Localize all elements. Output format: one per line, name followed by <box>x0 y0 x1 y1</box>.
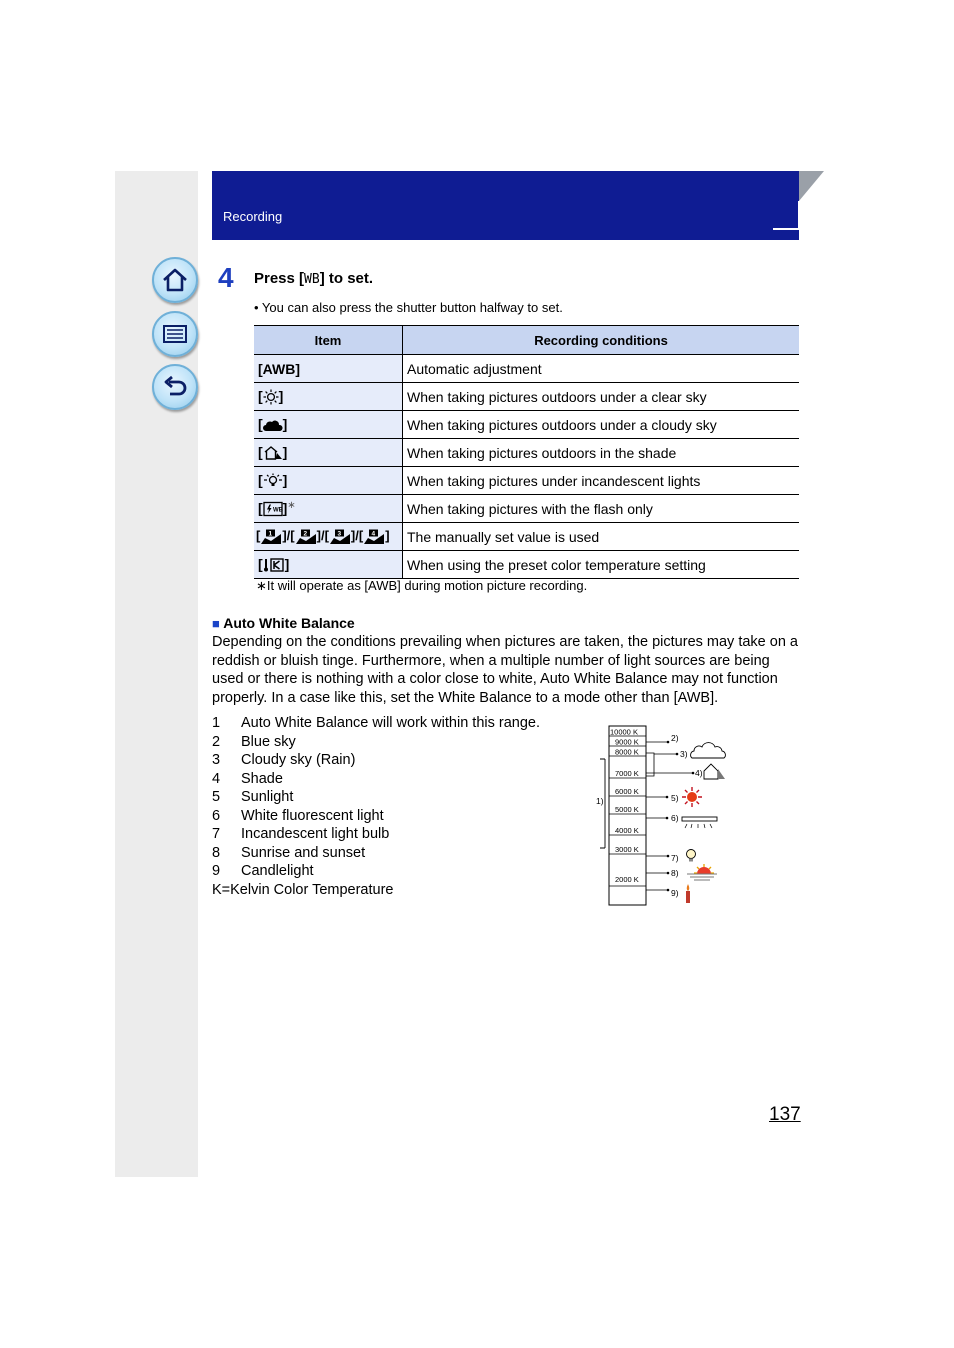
menu-button[interactable] <box>152 311 198 357</box>
marker-3: 3) <box>680 749 688 759</box>
marker-9: 9) <box>671 888 679 898</box>
condition-cell: When taking pictures under incandescent lights <box>403 467 800 495</box>
home-icon <box>161 266 189 294</box>
table-row <box>254 495 799 523</box>
scale-label: 8000 K <box>615 747 639 757</box>
sunset-icon <box>687 864 717 880</box>
step-note: • You can also press the shutter button halfway to set. <box>254 300 563 315</box>
condition-cell: Automatic adjustment <box>403 355 800 383</box>
asterisk-mark: ∗ <box>287 499 296 511</box>
marker-6: 6) <box>671 813 679 823</box>
scale-label: 7000 K <box>615 769 639 778</box>
item-flash: [ WB ]∗ <box>254 495 403 523</box>
table-header-row <box>254 326 799 355</box>
marker-2: 2) <box>671 733 679 743</box>
marker-5: 5) <box>671 793 679 803</box>
svg-text:2: 2 <box>303 530 307 538</box>
home-button[interactable] <box>152 257 198 303</box>
header-corner-decoration <box>772 171 826 241</box>
cloud-icon <box>263 417 283 433</box>
cloud-sky-icon <box>691 743 726 758</box>
sunlight-icon <box>682 787 702 807</box>
list-item: 5 Sunlight <box>212 789 294 805</box>
scale-label: 5000 K <box>615 805 639 814</box>
marker-4: 4) <box>695 768 703 778</box>
item-cloudy: [ ] <box>254 411 403 439</box>
scale-label: 4000 K <box>615 826 639 835</box>
menu-list-icon <box>161 320 189 348</box>
table-header-conditions: Recording conditions <box>403 326 800 355</box>
color-temperature-diagram <box>594 724 734 910</box>
recording-conditions-table <box>254 325 799 579</box>
scale-label: 2000 K <box>615 875 639 884</box>
step-title-suffix: ] to set. <box>319 270 374 287</box>
list-item: 7 Incandescent light bulb <box>212 826 390 842</box>
svg-text:WB: WB <box>272 507 283 514</box>
square-bullet-icon: ■ <box>212 616 220 631</box>
scale-label: 9000 K <box>615 737 639 747</box>
fluorescent-tube-icon <box>682 817 717 828</box>
list-item: 2 Blue sky <box>212 733 296 750</box>
manual-set-2-icon <box>295 529 317 545</box>
shade-house-icon <box>704 764 725 779</box>
light-bulb-icon <box>687 850 696 862</box>
section-heading <box>212 615 355 631</box>
item-awb: [AWB] <box>254 355 403 383</box>
back-button[interactable] <box>152 364 198 410</box>
item-manual-sets: [ 1 ]/[ 2 ]/[ 3 ]/[ 4 ] <box>254 523 403 551</box>
svg-text:3: 3 <box>337 530 342 538</box>
list-item: 9 Candlelight <box>212 863 314 879</box>
table-row <box>254 411 799 439</box>
step-title-prefix: Press [ <box>254 270 305 287</box>
manual-set-4-icon <box>363 529 385 545</box>
table-row <box>254 523 799 551</box>
sun-icon <box>263 389 279 405</box>
item-sunny: [ ] <box>254 383 403 411</box>
item-color-temp: [ ] <box>254 551 403 579</box>
step-number: 4 <box>218 262 234 293</box>
scale-label: 3000 K <box>615 845 639 854</box>
condition-cell: The manually set value is used <box>403 523 800 551</box>
scale-label: 6000 K <box>615 787 639 796</box>
condition-cell: When taking pictures outdoors under a clear sky <box>403 383 800 411</box>
table-footnote: ∗It will operate as [AWB] during motion picture recording. <box>256 578 588 593</box>
legend-list <box>212 714 540 899</box>
item-incandescent: [ ] <box>254 467 403 495</box>
list-item: 8 Sunrise and sunset <box>212 844 366 861</box>
scale-label: 10000 K <box>610 727 638 737</box>
incandescent-icon <box>263 473 283 489</box>
list-item: 1 Auto White Balance will work within this range. <box>212 715 540 731</box>
color-temperature-icon <box>263 557 285 573</box>
svg-text:4: 4 <box>371 530 376 538</box>
condition-cell: When using the preset color temperature setting <box>403 551 800 579</box>
table-row <box>254 383 799 411</box>
marker-7: 7) <box>671 853 679 863</box>
kelvin-note: K=Kelvin Color Temperature <box>212 881 394 898</box>
header-band <box>212 171 799 240</box>
svg-text:1: 1 <box>268 530 273 538</box>
section-heading-text: Auto White Balance <box>223 615 355 631</box>
condition-cell: When taking pictures with the flash only <box>403 495 800 523</box>
step-title <box>254 270 373 287</box>
table-header-item: Item <box>254 326 403 355</box>
page-number: 137 <box>769 1104 801 1125</box>
manual-set-3-icon <box>329 529 351 545</box>
condition-cell: When taking pictures outdoors under a cloudy sky <box>403 411 800 439</box>
flash-wb-icon <box>263 501 283 517</box>
section-label: Recording <box>223 209 283 224</box>
marker-1: 1) <box>596 796 604 806</box>
list-item: 6 White fluorescent light <box>212 807 384 824</box>
item-shade: [ ] <box>254 439 403 467</box>
list-item: 4 Shade <box>212 770 283 787</box>
shade-icon <box>263 445 283 461</box>
list-item: 3 Cloudy sky (Rain) <box>212 752 356 768</box>
marker-8: 8) <box>671 868 679 878</box>
back-arrow-icon <box>161 373 189 401</box>
section-body: Depending on the conditions prevailing when pictures are taken, the pictures may take on a reddish or bluish tinge. Furthermore, when a multiple number of light sources are being used or there is nothing with a color close to white, Auto White Balance may not function properly. In a case like this, set the White Balance to a mode other than [AWB]. <box>212 634 798 706</box>
wb-button-glyph: WB <box>304 272 320 287</box>
table-row <box>254 551 799 579</box>
table-row <box>254 355 799 383</box>
manual-set-1-icon <box>260 529 282 545</box>
condition-cell: When taking pictures outdoors in the shade <box>403 439 800 467</box>
table-row <box>254 467 799 495</box>
table-row <box>254 439 799 467</box>
candle-icon <box>686 884 690 903</box>
